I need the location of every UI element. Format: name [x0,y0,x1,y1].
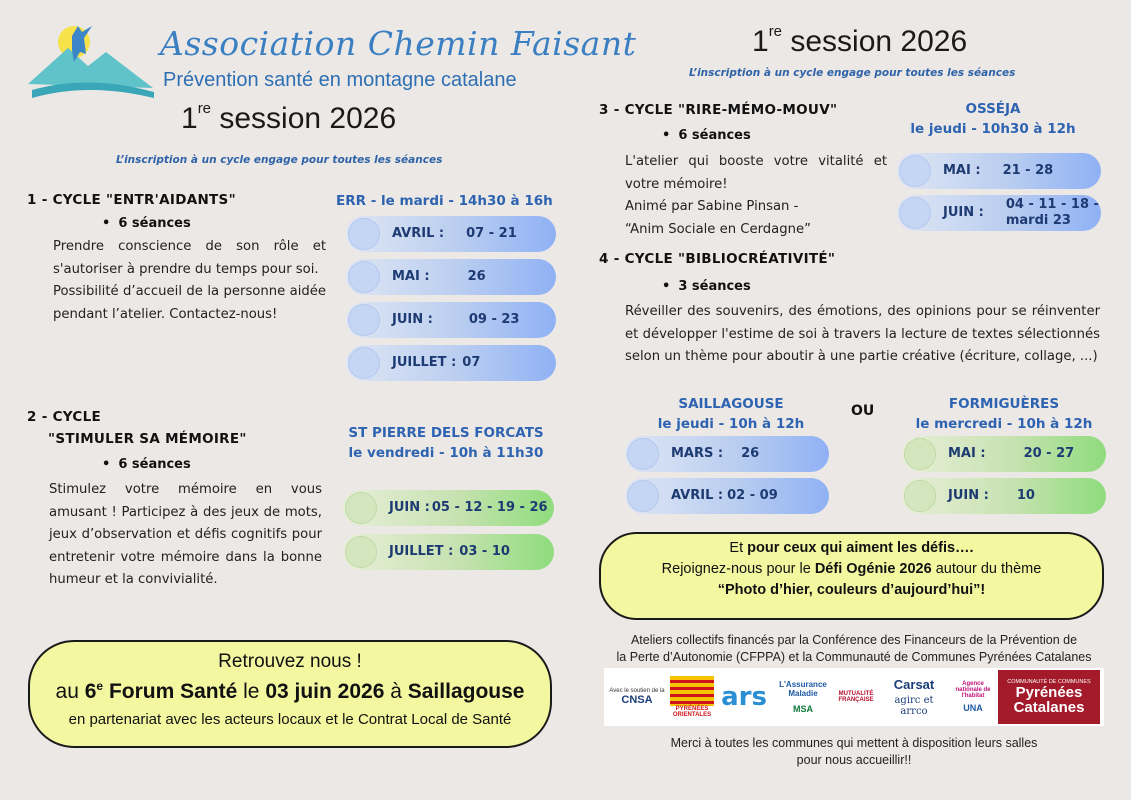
cycle4-or-label: OU [851,403,875,419]
cycle4-description: Réveiller des souvenirs, des émotions, des opinions pour se réinventer et développer l'estime de soi à travers la lecture de textes sélectionnés selon un thème pour aboutir à une partie créative (écriture, collage, ...) [625,304,1100,364]
cycle3-location: OSSÉJA le jeudi - 10h30 à 12h [910,101,1076,137]
defi-line1: Et pour ceux qui aiment les défis…. [729,540,974,556]
cycle1-description: Prendre conscience de son rôle et s'autoriser à prendre du temps pour soi. Possibilité d’accueil de la personne aidée pendant l’atelier. Contactez-nous! [53,239,326,322]
pill-circle-icon [904,438,936,470]
cnsa-logo: Avec le soutien de la CNSA [609,688,665,706]
pill-circle-icon [899,155,931,187]
cycle1-sessions: • 6 séances [102,216,191,231]
cycle4-location-formigueres: FORMIGUÈRES le mercredi - 10h à 12h [915,396,1093,432]
cycle3-date-may: MAI : 21 - 28 [897,153,1101,189]
cycle4-date-march: MARS : 26 [625,436,829,472]
forum-line1: Retrouvez nous ! [218,651,362,672]
pill-circle-icon [345,492,377,524]
left-session-title: 1re session 2026 [181,100,397,135]
pill-circle-icon [904,480,936,512]
cycle4-date-june: JUIN : 10 [902,478,1106,514]
org-name: Association Chemin Faisant [160,24,637,63]
cycle1-date-may: MAI : 26 [346,259,556,295]
pill-circle-icon [627,480,659,512]
cycle4-location-saillagouse: SAILLAGOUSE le jeudi - 10h à 12h [657,396,805,432]
right-engage-note: L’inscription à un cycle engage pour toutes les séances [689,67,1016,79]
pill-circle-icon [348,347,380,379]
cycle3-title: 3 - CYCLE "RIRE-MÉMO-MOUV" [599,102,838,118]
pill-circle-icon [345,536,377,568]
cycle4-date-april: AVRIL : 02 - 09 [625,478,829,514]
cycle2-location: ST PIERRE DELS FORCATS le vendredi - 10h à 11h30 [348,425,544,461]
forum-announcement-box [28,640,552,748]
cycle2-date-june: JUIN : 05 - 12 - 19 - 26 [343,490,554,526]
assurance-maladie-logo: L'Assurance Maladie MSA [779,680,827,714]
cycle2-date-july: JUILLET : 03 - 10 [343,534,554,570]
thanks-note: Merci à toutes les communes qui mettent à disposition leurs salles pour nous accueillir!! [670,736,1038,767]
cycle1-title: 1 - CYCLE "ENTR'AIDANTS" [27,192,236,208]
cycle3-sessions: • 6 séances [662,128,751,143]
forum-line3: en partenariat avec les acteurs locaux et le Contrat Local de Santé [68,711,512,728]
cycle1-date-june: JUIN : 09 - 23 [346,302,556,338]
carsat-agirc-logo: Carsat agirc et arrco [893,677,935,717]
mountain-logo-icon [28,22,158,100]
cycle4-title: 4 - CYCLE "BIBLIOCRÉATIVITÉ" [599,251,836,267]
cycle1-date-april: AVRIL : 07 - 21 [346,216,556,252]
catalan-flag-icon [670,676,714,706]
cycle1-date-july: JUILLET : 07 [346,345,556,381]
pyrenees-orientales-logo: PYRÉNÉES ORIENTALES [668,674,716,720]
pill-circle-icon [348,218,380,250]
org-subtitle: Prévention santé en montagne catalane [163,69,517,91]
defi-line2: Rejoignez-nous pour le Défi Ogénie 2026 autour du thème [661,561,1042,577]
cycle2-title-line2: "STIMULER SA MÉMOIRE" [48,431,247,447]
cycle4-sessions: • 3 séances [662,279,751,294]
partner-logos [604,668,1104,726]
forum-line2: au 6e Forum Santé le 03 juin 2026 à Saillagouse [55,679,525,703]
pill-circle-icon [627,438,659,470]
cycle4-date-may: MAI : 20 - 27 [902,436,1106,472]
cycle1-location: ERR - le mardi - 14h30 à 16h [336,193,553,209]
anah-una-logo: Agence nationale de l'habitat UNA [955,681,991,713]
cycle3-description: L'atelier qui booste votre vitalité et votre mémoire! Animé par Sabine Pinsan - “Anim Sociale en Cerdagne” [625,154,887,237]
defi-ogenie-box [599,532,1104,620]
left-engage-note: L’inscription à un cycle engage pour toutes les séances [116,154,443,166]
cycle2-title-line1: 2 - CYCLE [27,409,102,425]
financing-note: Ateliers collectifs financés par la Conférence des Financeurs de la Prévention de la Perte d’Autonomie (CFPPA) et la Communauté de Communes Pyrénées Catalanes [616,633,1092,664]
cycle2-sessions: • 6 séances [102,457,191,472]
ars-logo: ars [721,682,767,712]
defi-line3: “Photo d’hier, couleurs d’aujourd’hui”! [717,582,986,598]
pill-circle-icon [348,304,380,336]
right-session-title: 1re session 2026 [752,23,968,58]
pill-circle-icon [348,261,380,293]
cc-pyrenees-catalanes-logo: COMMUNAUTÉ DE COMMUNES Pyrénées Catalanes [998,670,1100,724]
cycle3-date-june: JUIN : 04 - 11 - 18 - mardi 23 [897,195,1101,231]
pill-circle-icon [899,197,931,229]
mutualite-logo: MUTUALITÉ FRANÇAISE [838,691,874,703]
cycle2-description: Stimulez votre mémoire en vous amusant ! Participez à des jeux de mots, jeux d’observation et défis cognitifs pour entretenir votre mémoire dans la bonne humeur et la convivialité. [49,482,322,587]
